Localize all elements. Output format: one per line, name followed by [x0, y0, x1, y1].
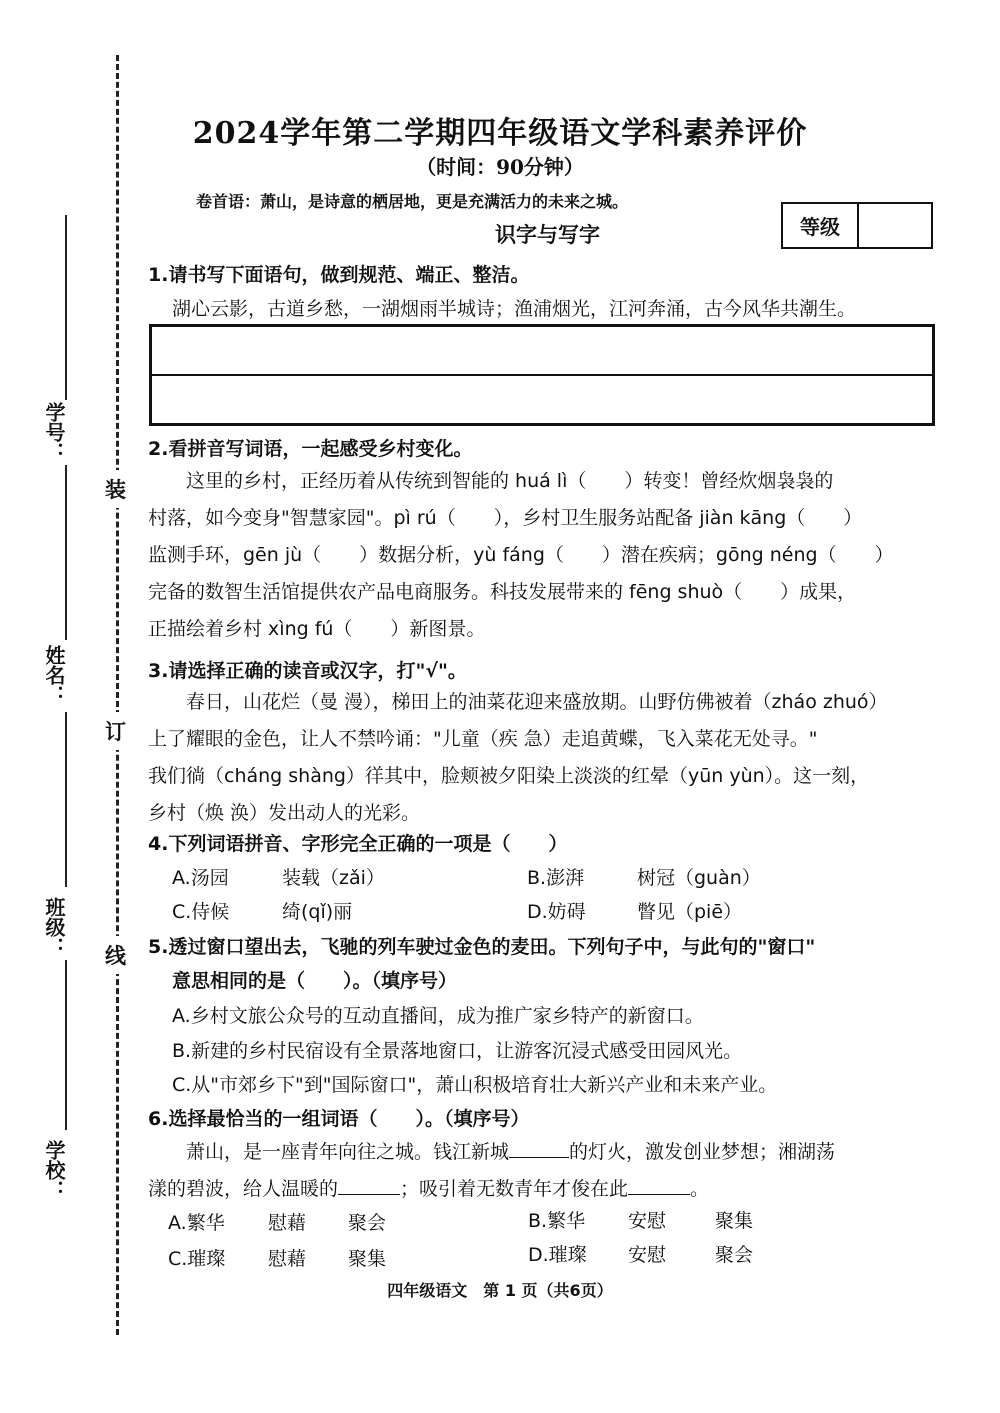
q6-blank-2[interactable] [338, 1194, 400, 1195]
q5-prompt-line1: 5.透过窗口望出去，飞驰的列车驶过金色的麦田。下列句子中，与此句的"窗口" [148, 936, 816, 958]
class-line [65, 712, 67, 887]
q2-line: 这里的乡村，正经历着从传统到智能的 huá lì（ ）转变！曾经炊烟袅袅的 [186, 470, 834, 492]
q1-text: 湖心云影，古道乡愁，一湖烟雨半城诗；渔浦烟光，江河奔涌，古今风华共潮生。 [172, 298, 857, 320]
q6-text: ；吸引着无数青年才俊在此 [400, 1178, 629, 1200]
section-title: 识字与写字 [495, 223, 600, 247]
q2-line: 完备的数智生活馆提供农产品电商服务。科技发展带来的 fēng shuò（ ）成果， [148, 581, 857, 603]
q6-blank-3[interactable] [628, 1194, 690, 1195]
q6-prompt: 6.选择最恰当的一组词语（ ）。（填序号） [148, 1108, 530, 1130]
exam-time: （时间：90分钟） [416, 155, 584, 179]
q5-prompt-line2: 意思相同的是（ ）。（填序号） [172, 970, 458, 992]
q4-option-d-key: D.妨碍 [527, 901, 586, 923]
q3-line: 春日，山花烂（曼 漫），梯田上的油菜花迎来盛放期。山野仿佛被着（zháo zhuó） [186, 691, 888, 713]
bind-char-xian: 线 [105, 936, 126, 974]
q4-option-b-key: B.澎湃 [527, 867, 585, 889]
bind-char-ding: 订 [105, 712, 126, 750]
q6-paragraph [148, 1134, 933, 1208]
q3-prompt: 3.请选择正确的读音或汉字，打"√"。 [148, 660, 467, 682]
q2-prompt: 2.看拼音写词语，一起感受乡村变化。 [148, 438, 473, 460]
q6-option-d-key: D.璀璨 [528, 1244, 587, 1266]
school-label: 学校： [42, 1140, 66, 1200]
q5-option-a: A.乡村文旅公众号的互动直播间，成为推广家乡特产的新窗口。 [172, 1005, 704, 1027]
q2-line: 村落，如今变身"智慧家园"。pì rú（ ），乡村卫生服务站配备 jiàn kāng（ ） [148, 507, 863, 529]
page-footer: 四年级语文 第 1 页（共6页） [387, 1281, 613, 1300]
q6-option-c-w1: 慰藉 [268, 1248, 307, 1270]
q5-option-c: C.从"市郊乡下"到"国际窗口"，萧山积极培育壮大新兴产业和未来产业。 [172, 1074, 778, 1096]
q4-option-d-val: 瞥见（piē） [637, 901, 743, 923]
q2-line: 正描绘着乡村 xìng fú（ ）新图景。 [148, 618, 486, 640]
q6-option-b-w1: 安慰 [628, 1210, 667, 1232]
q6-option-d-w2: 聚会 [715, 1244, 754, 1266]
school-line [65, 960, 67, 1130]
q6-line1 [148, 1134, 933, 1171]
q3-paragraph [148, 684, 933, 832]
q6-option-b-key: B.繁华 [528, 1210, 586, 1232]
q6-line2 [148, 1171, 933, 1208]
q1-writing-box[interactable] [149, 324, 935, 426]
q6-blank-1[interactable] [509, 1157, 569, 1158]
q6-option-a-w2: 聚会 [348, 1212, 387, 1234]
bind-char-zhuang: 装 [105, 470, 126, 508]
q1-prompt: 1.请书写下面语句，做到规范、端正、整洁。 [148, 264, 530, 286]
q6-option-a-w1: 慰藉 [268, 1212, 307, 1234]
writing-divider [152, 374, 932, 376]
q6-option-d-w1: 安慰 [628, 1244, 667, 1266]
q4-option-a-key: A.汤园 [172, 867, 229, 889]
class-label: 班级： [42, 897, 66, 957]
q2-line: 监测手环，gēn jù（ ）数据分析，yù fáng（ ）潜在疾病；gōng néng（ ） [148, 544, 894, 566]
name-line [65, 465, 67, 640]
name-label: 姓名： [42, 645, 66, 705]
q4-option-b-val: 树冠（guàn） [637, 867, 761, 889]
q4-prompt: 4.下列词语拼音、字形完全正确的一项是（ ） [148, 833, 568, 855]
motto: 卷首语：萧山，是诗意的栖居地，更是充满活力的未来之城。 [196, 192, 629, 211]
q6-text: 漾的碧波，给人温暖的 [148, 1178, 339, 1200]
q6-option-b-w2: 聚集 [715, 1210, 754, 1232]
q3-line: 上了耀眼的金色，让人不禁吟诵："儿童（疾 急）走追黄蝶，飞入菜花无处寻。" [148, 728, 818, 750]
page-title: 2024学年第二学期四年级语文学科素养评价 [192, 116, 808, 151]
q4-option-c-key: C.侍候 [172, 901, 230, 923]
q3-line: 乡村（焕 涣）发出动人的光彩。 [148, 802, 421, 824]
q4-option-c-val: 绮(qǐ)丽 [282, 901, 353, 923]
q3-line: 我们徜（cháng shàng）徉其中，脸颊被夕阳染上淡淡的红晕（yūn yùn）。这一刻， [148, 765, 870, 787]
q2-paragraph [148, 463, 933, 648]
q4-option-a-val: 装载（zǎi） [282, 867, 385, 889]
q6-option-a-key: A.繁华 [168, 1212, 225, 1234]
q6-option-c-key: C.璀璨 [168, 1248, 226, 1270]
q5-option-b: B.新建的乡村民宿设有全景落地窗口，让游客沉浸式感受田园风光。 [172, 1040, 743, 1062]
q6-option-c-w2: 聚集 [348, 1248, 387, 1270]
q6-text: 的灯火，激发创业梦想；湘湖荡 [569, 1141, 836, 1163]
student-no-label: 学号： [42, 402, 66, 462]
q6-text: 萧山，是一座青年向往之城。钱江新城 [186, 1141, 510, 1163]
q6-text: 。 [690, 1178, 710, 1200]
grade-label: 等级 [783, 204, 859, 247]
